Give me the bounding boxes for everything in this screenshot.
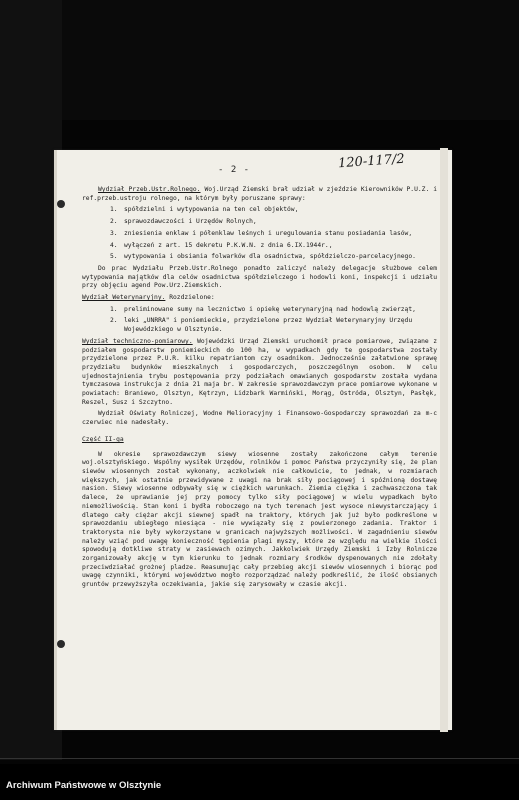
archive-name: Archiwum Państwowe w Olsztynie	[6, 780, 162, 791]
section-heading: Wydział Weterynaryjny.	[82, 294, 166, 302]
section-heading: Wydział techniczno-pomiarowy.	[82, 337, 193, 345]
archive-stamp: 120-117/2	[337, 151, 406, 172]
list-item: 1. preliminowane sumy na lecznictwo i opiekę weterynaryjną nad hodowlą zwierząt,	[110, 305, 416, 313]
page-edge	[440, 148, 448, 732]
paragraph: Wydział Oświaty Rolniczej, Wodne Melioracyjny i Finansowo-Gospodarczy sprawozdań za m-c czerwiec nie nadesłały.	[82, 410, 437, 427]
punch-hole-icon	[57, 640, 65, 648]
paragraph	[82, 186, 437, 203]
paragraph-text: Woj.Urząd Ziemski brał udział w zjeździe Kierowników P.U.Z. i ref.przeb.ustroju rolnego, na którym były poruszane sprawy:	[82, 186, 438, 202]
list-item: 5. wytypowania i obsiania folwarków dla osadnictwa, spółdzielczo-parcelacyjnego.	[110, 253, 416, 261]
section-heading: Wydział Przeb.Ustr.Rolnego.	[98, 186, 201, 193]
page-number: - 2 -	[218, 165, 251, 175]
list-item: 4. wyłączeń z art. 15 dekretu P.K.W.N. z dnia 6.IX.1944r.,	[110, 241, 333, 249]
list-item: 3. zniesienia enklaw i półenklaw leśnych i uregulowania stanu posiadania lasów,	[110, 229, 413, 237]
list-item: 2. sprawozdawczości i Urzędów Rolnych,	[110, 218, 257, 226]
dark-top-margin	[0, 0, 519, 120]
list-item: 2. leki „UNRRA" i poniemieckie, przydzielone przez Wydział Weterynaryjny Urzędu Wojewódzkiego w Olsztynie.	[110, 317, 413, 334]
part-heading: Część II-ga	[82, 435, 124, 443]
numbered-list	[82, 306, 437, 335]
paragraph	[82, 338, 437, 408]
paragraph-text: Wojewódzki Urząd Ziemski uruchomił prace pomiarowe, związane z podziałem gospodarstw poniemieckich do 100 ha, w wypadkach gdy te gospodarstwa zostały przydzielone przez P.U.R. kilku repatriantom czy osadnikom. Jednocześnie załatwione sprawę przydziału budynków mieszkalnych i gospodarczych, poszczególnym osobom. W celu ujednostajnienia trybu postępowania przy podziałach omawianych gospodarstw została wydana tymczasowa instrukcja z dnia 21 maja br. W zakresie sprawozdawczym prace pomiarowe wykonane w powiatach: Braniewo, Olsztyn, Kętrzyn, Lidzbark Warmiński, Morąg, Ostróda, Olsztyn, Pasłęk, Reszel, Susz i Szczytno.	[82, 337, 437, 406]
paragraph: W okresie sprawozdawczym siewy wiosenne zostały zakończone całym terenie woj.olsztyńskiego. Wspólny wysiłek Urzędów, rolników i pomoc Państwa przyczyniły się, że plan siewów wiosennych został wykonany, aczkolwiek nie całkowicie, to jednak, w rozmiarach większych, jak ostatnie przewidywane z uwagi na brak siły pociągowej i spóźnioną dostawę nasion. Siewy wiosenne odbywały się w ciężkich warunkach. Ziemia ciężka i zachwaszczona tak dalece, że uprawianie jej przy pomocy tylko siły pociągowej w wielu wypadkach było niemożliwością. Stan koni i bydła roboczego na tych terenach jest wysoce niewystarczający i dlatego cały ciężar akcji siewnej spadł na traktory, których jak już było podkreślone w sprawozdaniu ubiegłego miesiąca - nie wywiązały się z powierzonego zadania. Traktor i traktorysta nie były wykorzystane w granicach najwyższych możliwości. W zagadnieniu siewów należy wziąć pod uwagę konieczność tępienia plagi myszy, które ze względu na wielkie ilości spowodują dotkliwe straty w zasiewach ozimych. Jakkolwiek Urzędy Ziemski i Izby Rolnicze zorganizowały akcję w tym kierunku to jednak rozmiary środków dyspenowanych nie zdołały przeciwdziałać grożnej pladze. Reasumując cały przebieg akcji siewów wiosennych i biorąc pod uwagę czynniki, którymi województwo mogło rozporządzać należy podkreślić, że ilość obsianych gruntów przewyższyła oczekiwania, jakie się zarysowały w czasie akcji.	[82, 450, 437, 589]
left-binding-shadow	[0, 0, 62, 760]
paragraph-text: Rozdzielone:	[169, 294, 215, 302]
paragraph: Do prac Wydziału Przeb.Ustr.Rolnego ponadto zaliczyć należy delegacje służbowe celem wytypowania majątków dla celów osadnictwa spółdzielczego i hodowli koni, inspekcji i udziału przy objęciu agend Pow.Urz.Ziemskich.	[82, 264, 437, 290]
document-body	[82, 186, 437, 593]
numbered-list	[82, 206, 437, 262]
divider	[0, 758, 519, 759]
punch-hole-icon	[57, 200, 65, 208]
list-item: 1. spółdzielni i wytypowania na ten cel objektów,	[110, 206, 299, 214]
paragraph	[82, 294, 437, 303]
